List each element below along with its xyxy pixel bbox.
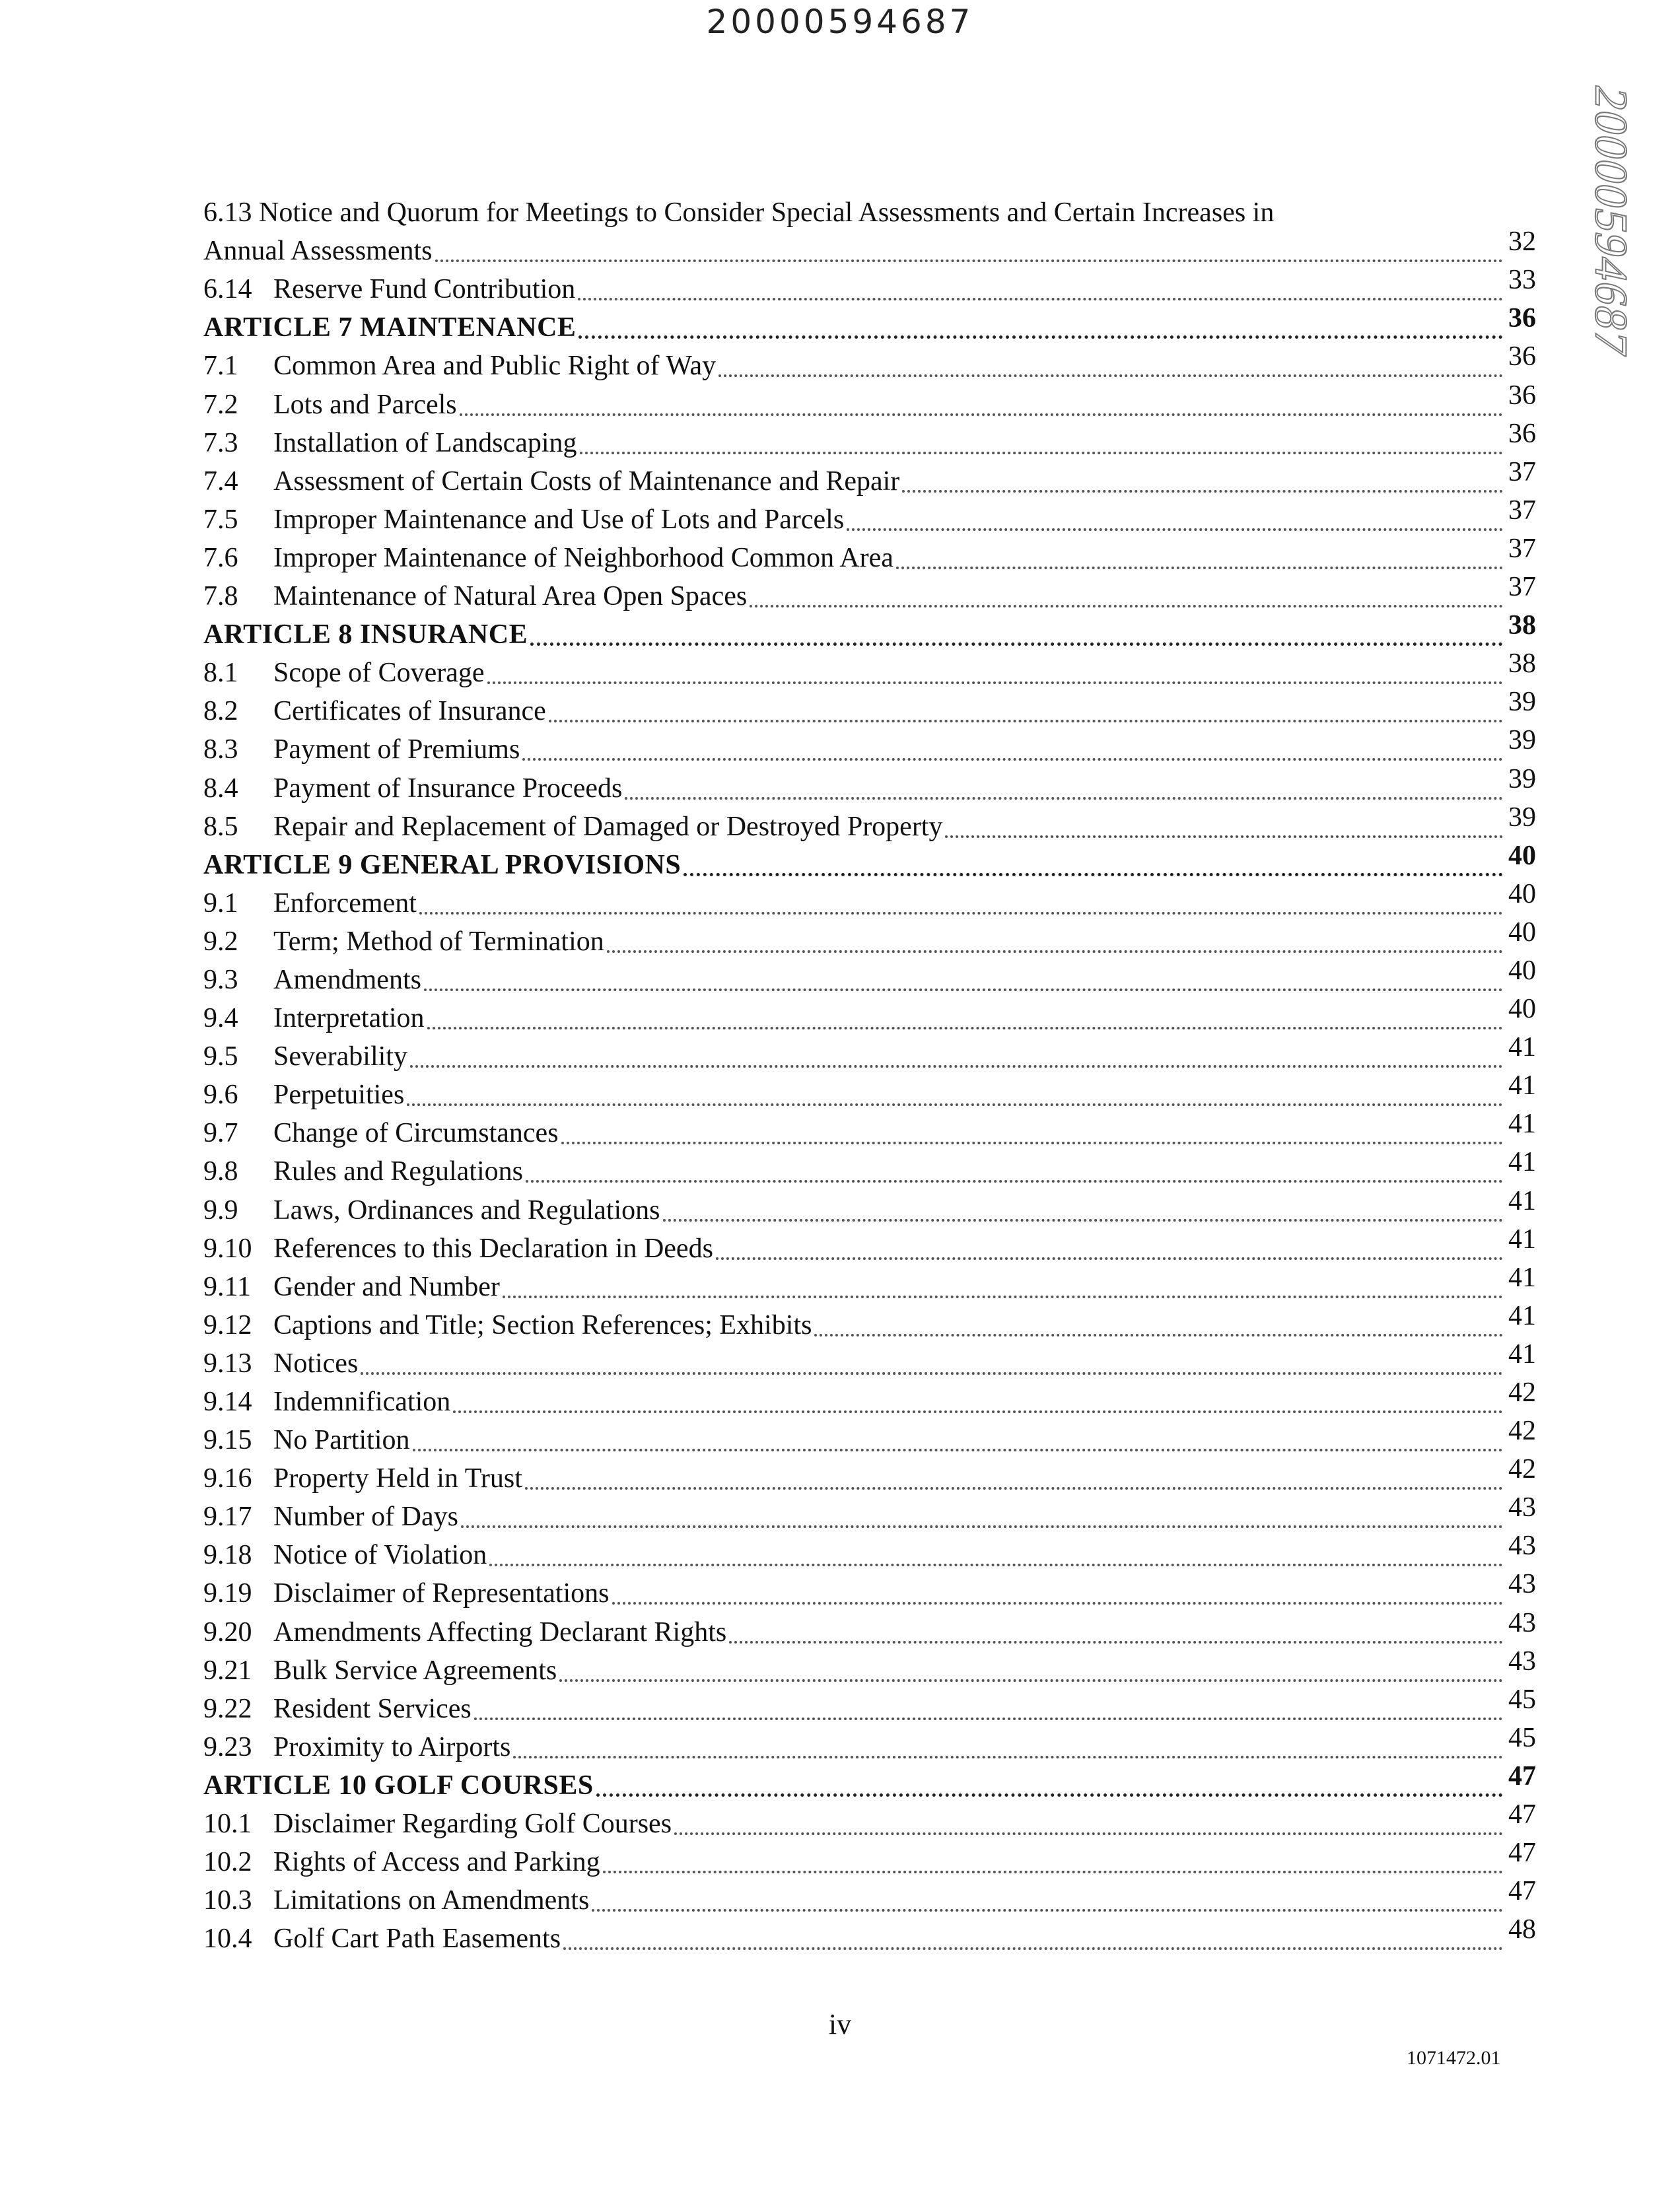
toc-entry-row xyxy=(203,1377,1536,1420)
toc-entry-row xyxy=(203,380,1536,423)
toc-page-number: 41 xyxy=(1508,1070,1536,1101)
dot-leader xyxy=(847,528,1503,531)
toc-section-title: Disclaimer of Representations xyxy=(273,1578,610,1609)
toc-section-number: 10.1 xyxy=(203,1809,252,1840)
toc-page-number: 36 xyxy=(1508,380,1536,411)
dot-leader xyxy=(718,374,1503,377)
toc-article-row xyxy=(203,303,1536,346)
toc-section-number: 9.17 xyxy=(203,1502,252,1533)
toc-section-title: Change of Circumstances xyxy=(273,1118,559,1149)
toc-entry-row xyxy=(203,1338,1536,1382)
toc-entry-row xyxy=(203,1684,1536,1727)
toc-section-title: Common Area and Public Right of Way xyxy=(273,351,717,382)
toc-section-title: Rules and Regulations xyxy=(273,1156,523,1187)
dot-leader xyxy=(729,1641,1503,1644)
toc-page-number: 37 xyxy=(1508,495,1536,526)
dot-leader xyxy=(814,1334,1503,1336)
dot-leader xyxy=(902,490,1503,493)
toc-page-number: 37 xyxy=(1508,456,1536,487)
dot-leader xyxy=(716,1257,1503,1260)
toc-section-title: Limitations on Amendments xyxy=(273,1885,590,1916)
dot-leader xyxy=(549,720,1503,722)
toc-page-number: 42 xyxy=(1508,1454,1536,1485)
toc-section-title: Improper Maintenance of Neighborhood Common Area xyxy=(273,542,893,573)
toc-entry-row xyxy=(203,1416,1536,1459)
toc-section-number: 9.14 xyxy=(203,1387,252,1417)
toc-section-number: 9.8 xyxy=(203,1156,238,1187)
toc-page-number: 43 xyxy=(1508,1607,1536,1638)
toc-page-number: 45 xyxy=(1508,1684,1536,1715)
table-of-contents xyxy=(203,193,1536,1957)
dot-leader xyxy=(525,1487,1503,1490)
toc-article-title: ARTICLE 10 GOLF COURSES xyxy=(203,1770,594,1801)
toc-entry-row xyxy=(203,1569,1536,1612)
toc-page-number: 47 xyxy=(1508,1760,1536,1791)
toc-section-title: References to this Declaration in Deeds xyxy=(273,1233,713,1264)
toc-page-number: 48 xyxy=(1508,1914,1536,1945)
toc-entry-row xyxy=(203,1607,1536,1650)
dot-leader xyxy=(427,1027,1503,1029)
toc-section-number: 9.9 xyxy=(203,1195,238,1226)
dot-leader xyxy=(596,1793,1503,1797)
toc-page-number: 43 xyxy=(1508,1569,1536,1600)
toc-page-number: 41 xyxy=(1508,1338,1536,1370)
toc-entry-row xyxy=(203,917,1536,960)
toc-section-number: 9.15 xyxy=(203,1425,252,1456)
toc-intro-text: 6.13 Notice and Quorum for Meetings to Consider Special Assessments and Certain Increases in xyxy=(203,197,1275,228)
toc-page-number: 39 xyxy=(1508,763,1536,794)
toc-entry-row xyxy=(203,725,1536,768)
dot-leader xyxy=(683,873,1503,876)
toc-section-title: Captions and Title; Section References; Exhibits xyxy=(273,1309,812,1340)
toc-page-number: 43 xyxy=(1508,1646,1536,1677)
toc-section-number: 9.13 xyxy=(203,1348,252,1379)
toc-article-row xyxy=(203,610,1536,653)
toc-page-number: 38 xyxy=(1508,648,1536,679)
toc-entries xyxy=(203,226,1536,1957)
toc-page-number: 40 xyxy=(1508,917,1536,948)
toc-section-number: 9.4 xyxy=(203,1003,238,1034)
toc-section-title: Indemnification xyxy=(273,1387,451,1417)
toc-section-number: 7.8 xyxy=(203,581,238,612)
toc-entry-row xyxy=(203,1531,1536,1574)
document-code: 1071472.01 xyxy=(1407,2047,1501,2069)
toc-entry-row xyxy=(203,955,1536,998)
toc-section-title: Lots and Parcels xyxy=(273,389,457,420)
toc-section-number: 9.12 xyxy=(203,1309,252,1340)
dot-leader xyxy=(612,1602,1503,1605)
toc-page-number: 39 xyxy=(1508,687,1536,718)
toc-entry-row xyxy=(203,533,1536,576)
toc-entry-row xyxy=(203,1838,1536,1881)
toc-entry-row xyxy=(203,572,1536,615)
toc-section-title: Golf Cart Path Easements xyxy=(273,1924,561,1955)
toc-section-title: Scope of Coverage xyxy=(273,658,485,689)
toc-page-number: 42 xyxy=(1508,1416,1536,1447)
toc-entry-row xyxy=(203,1185,1536,1228)
toc-section-number: 9.22 xyxy=(203,1693,252,1724)
toc-section-number: 9.5 xyxy=(203,1041,238,1072)
dot-leader xyxy=(578,298,1503,300)
toc-page-number: 43 xyxy=(1508,1531,1536,1562)
toc-section-number: 9.18 xyxy=(203,1540,252,1571)
toc-section-title: Laws, Ordinances and Regulations xyxy=(273,1195,660,1226)
toc-article-row xyxy=(203,840,1536,884)
toc-section-number: 10.3 xyxy=(203,1885,252,1916)
toc-section-number: 7.2 xyxy=(203,389,238,420)
toc-section-title: Disclaimer Regarding Golf Courses xyxy=(273,1809,672,1840)
toc-section-number: 10.4 xyxy=(203,1924,252,1955)
toc-section-title: Property Held in Trust xyxy=(273,1463,522,1494)
dot-leader xyxy=(489,1564,1503,1566)
toc-intro-line xyxy=(203,193,1536,231)
toc-section-title: Gender and Number xyxy=(273,1271,500,1302)
toc-entry-row xyxy=(203,495,1536,538)
dot-leader xyxy=(563,1947,1503,1950)
toc-page-number: 41 xyxy=(1508,1185,1536,1216)
dot-leader xyxy=(361,1372,1503,1375)
toc-page-number: 42 xyxy=(1508,1377,1536,1408)
dot-leader xyxy=(461,1525,1503,1528)
toc-page-number: 41 xyxy=(1508,1032,1536,1063)
toc-section-number: 6.14 xyxy=(203,274,252,305)
toc-entry-row xyxy=(203,1300,1536,1344)
toc-section-number: 7.1 xyxy=(203,351,238,382)
toc-entry-row xyxy=(203,687,1536,730)
dot-leader xyxy=(603,1871,1503,1873)
dot-leader xyxy=(663,1219,1503,1222)
toc-entry-row xyxy=(203,1070,1536,1113)
toc-section-title: Notices xyxy=(273,1348,359,1379)
dot-leader xyxy=(674,1832,1503,1835)
dot-leader xyxy=(561,1142,1503,1144)
toc-section-number: 8.5 xyxy=(203,811,238,842)
toc-section-title: Assessment of Certain Costs of Maintenance and Repair xyxy=(273,466,900,497)
toc-section-title: Certificates of Insurance xyxy=(273,696,546,727)
dot-leader xyxy=(559,1679,1503,1682)
toc-section-title: Payment of Premiums xyxy=(273,734,520,765)
toc-section-number: 9.2 xyxy=(203,926,238,957)
dot-leader xyxy=(435,260,1504,262)
dot-leader xyxy=(526,1180,1503,1183)
toc-page-number: 40 xyxy=(1508,994,1536,1025)
toc-page-number: 40 xyxy=(1508,878,1536,909)
toc-entry-row xyxy=(203,878,1536,922)
dot-leader xyxy=(580,452,1503,454)
toc-entry-row xyxy=(203,1646,1536,1689)
toc-entry-row xyxy=(203,802,1536,845)
dot-leader xyxy=(513,1756,1503,1758)
toc-entry-row xyxy=(203,341,1536,384)
toc-section-number: 9.1 xyxy=(203,887,238,919)
dot-leader xyxy=(625,797,1503,800)
page-number: iv xyxy=(828,2008,852,2040)
dot-leader xyxy=(607,950,1503,953)
toc-entry-row xyxy=(203,1147,1536,1190)
toc-section-title: Notice of Violation xyxy=(273,1540,487,1571)
toc-section-title: Proximity to Airports xyxy=(273,1731,511,1762)
toc-article-title: ARTICLE 8 INSURANCE xyxy=(203,619,528,650)
toc-entry-row xyxy=(203,1876,1536,1919)
toc-entry-row xyxy=(203,226,1536,269)
toc-page-number: 47 xyxy=(1508,1876,1536,1907)
dot-leader xyxy=(424,989,1503,991)
toc-section-title: Number of Days xyxy=(273,1502,458,1533)
toc-section-number: 9.21 xyxy=(203,1655,252,1686)
toc-entry-row xyxy=(203,1722,1536,1766)
toc-section-title: Reserve Fund Contribution xyxy=(273,274,576,305)
toc-entry-row xyxy=(203,648,1536,691)
toc-entry-row xyxy=(203,1914,1536,1957)
toc-page-number: 39 xyxy=(1508,725,1536,756)
dot-leader xyxy=(487,681,1503,684)
toc-page-number: 36 xyxy=(1508,303,1536,334)
document-number: 20000594687 xyxy=(706,3,974,41)
toc-page-number: 40 xyxy=(1508,955,1536,986)
dot-leader xyxy=(896,567,1503,569)
dot-leader xyxy=(419,912,1503,915)
toc-section-title: No Partition xyxy=(273,1425,410,1456)
toc-section-number: 8.1 xyxy=(203,658,238,689)
dot-leader xyxy=(453,1410,1503,1413)
toc-section-number: 7.3 xyxy=(203,427,238,458)
toc-page-number: 41 xyxy=(1508,1300,1536,1331)
toc-page-number: 41 xyxy=(1508,1262,1536,1293)
toc-entry-row xyxy=(203,1224,1536,1267)
toc-section-number: 9.3 xyxy=(203,964,238,995)
toc-page-number: 39 xyxy=(1508,802,1536,833)
toc-section-number: 9.6 xyxy=(203,1080,238,1111)
toc-page-number: 41 xyxy=(1508,1224,1536,1255)
toc-entry-row xyxy=(203,994,1536,1037)
toc-section-title: Payment of Insurance Proceeds xyxy=(273,773,623,804)
toc-entry-row xyxy=(203,1262,1536,1305)
dot-leader xyxy=(474,1718,1503,1720)
toc-page-number: 37 xyxy=(1508,572,1536,603)
dot-leader xyxy=(460,413,1503,416)
toc-entry-row xyxy=(203,1492,1536,1535)
dot-leader xyxy=(503,1296,1503,1298)
toc-entry-row xyxy=(203,456,1536,500)
toc-entry-row xyxy=(203,418,1536,462)
toc-page-number: 47 xyxy=(1508,1838,1536,1869)
toc-section-number: 9.10 xyxy=(203,1233,252,1264)
dot-leader xyxy=(530,642,1503,646)
toc-article-row xyxy=(203,1760,1536,1804)
dot-leader xyxy=(592,1909,1503,1912)
toc-entry-row xyxy=(203,763,1536,806)
toc-page-number: 40 xyxy=(1508,840,1536,871)
dot-leader xyxy=(945,835,1503,838)
toc-section-number: 8.3 xyxy=(203,734,238,765)
dot-leader xyxy=(750,605,1503,608)
toc-section-title: Bulk Service Agreements xyxy=(273,1655,557,1686)
toc-section-number: 9.20 xyxy=(203,1616,252,1648)
toc-page-number: 33 xyxy=(1508,265,1536,296)
toc-page-number: 32 xyxy=(1508,226,1536,258)
toc-section-title: Perpetuities xyxy=(273,1080,405,1111)
toc-section-title: Resident Services xyxy=(273,1693,472,1724)
toc-section-number: 9.19 xyxy=(203,1578,252,1609)
toc-entry-row xyxy=(203,265,1536,308)
filing-stamp-text: 20000594687 xyxy=(1585,81,1636,361)
toc-page-number: 36 xyxy=(1508,341,1536,372)
toc-page-number: 43 xyxy=(1508,1492,1536,1523)
toc-page-number: 36 xyxy=(1508,418,1536,449)
toc-section-title: Improper Maintenance and Use of Lots and Parcels xyxy=(273,504,845,535)
toc-section-number: 8.4 xyxy=(203,773,238,804)
filing-stamp xyxy=(1577,81,1643,361)
toc-page-number: 41 xyxy=(1508,1109,1536,1140)
dot-leader xyxy=(407,1103,1503,1106)
toc-section-title: Amendments xyxy=(273,964,421,995)
toc-entry-row xyxy=(203,1032,1536,1075)
toc-section-number: 9.16 xyxy=(203,1463,252,1494)
toc-section-title: Installation of Landscaping xyxy=(273,427,577,458)
toc-article-title: ARTICLE 9 GENERAL PROVISIONS xyxy=(203,849,682,880)
toc-section-number: 8.2 xyxy=(203,696,238,727)
dot-leader xyxy=(578,335,1503,339)
toc-section-title: Enforcement xyxy=(273,887,417,919)
toc-section-title: Severability xyxy=(273,1041,407,1072)
toc-section-number: 7.6 xyxy=(203,542,238,573)
toc-entry-row xyxy=(203,1799,1536,1842)
toc-page-number: 41 xyxy=(1508,1147,1536,1178)
toc-page-number: 47 xyxy=(1508,1799,1536,1830)
toc-section-number: 9.11 xyxy=(203,1271,251,1302)
toc-section-number: 9.23 xyxy=(203,1731,252,1762)
toc-page-number: 37 xyxy=(1508,533,1536,564)
toc-page-number: 45 xyxy=(1508,1722,1536,1753)
dot-leader xyxy=(522,758,1503,761)
toc-section-title: Rights of Access and Parking xyxy=(273,1847,600,1878)
toc-section-title: Term; Method of Termination xyxy=(273,926,604,957)
toc-entry-row xyxy=(203,1454,1536,1497)
toc-section-title: Interpretation xyxy=(273,1003,425,1034)
toc-section-number: 10.2 xyxy=(203,1847,252,1878)
toc-article-title: ARTICLE 7 MAINTENANCE xyxy=(203,312,577,343)
toc-section-title: Maintenance of Natural Area Open Spaces xyxy=(273,581,748,612)
toc-section-title: Repair and Replacement of Damaged or Destroyed Property xyxy=(273,811,943,842)
toc-section-number: 7.5 xyxy=(203,504,238,535)
toc-entry-row xyxy=(203,1109,1536,1152)
dot-leader xyxy=(410,1065,1503,1068)
toc-page-number: 38 xyxy=(1508,610,1536,641)
toc-section-title: Amendments Affecting Declarant Rights xyxy=(273,1616,727,1648)
toc-section-number: 7.4 xyxy=(203,466,238,497)
toc-section-number: 9.7 xyxy=(203,1118,238,1149)
toc-section-title: Annual Assessments xyxy=(203,236,433,267)
dot-leader xyxy=(413,1449,1504,1451)
